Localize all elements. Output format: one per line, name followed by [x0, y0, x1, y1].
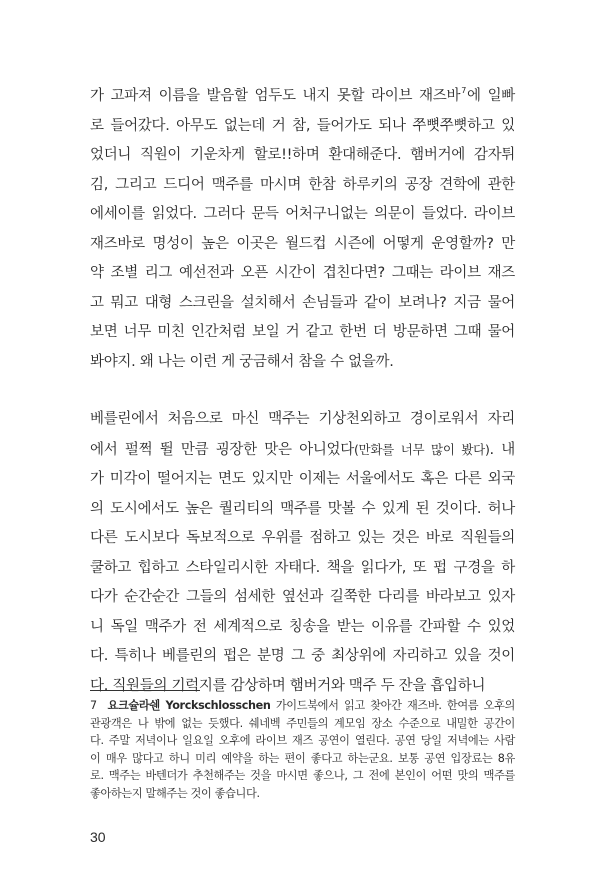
- text-line: 다가 순간순간 그들의 섬세한 옆선과 길쭉한 다리를 바라보고 있자: [90, 589, 515, 605]
- body-text: [90, 82, 515, 701]
- footnote-reference[interactable]: 7: [461, 86, 467, 95]
- text-line: 다. 특히나 베를린의 펍은 분명 그 중 최상위에 자리하고 있을 것이: [90, 648, 515, 664]
- text-line: 니 독일 맥주가 전 세계적으로 칭송을 받는 이유를 간파할 수 있었: [90, 618, 515, 635]
- footnote-line: 관광객은 나 밖에 없는 듯했다. 쉐네벡 주민들의 계모임 장소 수준으로 내밀한 공간이: [90, 716, 515, 730]
- footnote-line: 로. 맥주는 바텐더가 추천해주는 것을 마시면 좋으나, 그 전에 본인이 어떤 맛의 맥주를: [90, 769, 515, 783]
- footnote-divider: [90, 690, 200, 691]
- paragraph-2: [90, 405, 515, 701]
- text-line: 다른 도시보다 독보적으로 우위를 점하고 있는 것은 바로 직원들의: [90, 530, 515, 546]
- text-line: 에세이를 읽었다. 그러다 문득 어처구니없는 의문이 들었다. 라이브: [90, 206, 515, 222]
- text-line: 었더니 직원이 기운차게 할로!!하며 환대해준다. 햄버거에 감자튀: [90, 147, 515, 163]
- text-line: 약 조별 리그 예선전과 오픈 시간이 겹친다면? 그때는 라이브 재즈: [90, 265, 515, 281]
- text-line: 다. 직원들의 기럭지를 감상하며 햄버거와 맥주 두 잔을 흡입하니: [90, 677, 486, 694]
- text-line: 로 들어갔다. 아무도 없는데 거 참, 들어가도 되나 쭈뼛쭈뼛하고 있: [90, 117, 515, 134]
- text-line: 봐야지. 왜 나는 이런 게 궁금해서 참을 수 없을까.: [90, 353, 394, 370]
- text-line: 고 뭐고 대형 스크린을 설치해서 손님들과 같이 보려나? 지금 물어: [90, 294, 515, 311]
- text-line: 에서 펄쩍 뛸 만큼 굉장한 맛은 아니었다(만화를 너무 많이 봤다). 내: [90, 441, 516, 458]
- paragraph-1: [90, 82, 515, 377]
- text-line: 보면 너무 미친 인간처럼 보일 거 같고 한번 더 방문하면 그때 물어: [90, 324, 515, 340]
- aside-remark: (만화를 너무 많이 봤다): [353, 441, 490, 457]
- footnote-number: 7: [90, 699, 97, 712]
- page-number: 30: [90, 829, 106, 845]
- text-line: 의 도시에서도 높은 퀄리티의 맥주를 맛볼 수 있게 된 것이다. 허나: [90, 500, 515, 517]
- text-line: 가 미각이 떨어지는 면도 있지만 이제는 서울에서도 혹은 다른 외국: [90, 471, 515, 487]
- footnote-line: 7 요크슐라쉔 Yorckschlosschen 가이드북에서 읽고 찾아간 재즈바. 한여름 오후의: [90, 699, 515, 712]
- footnote: [90, 697, 515, 803]
- text-line: 가 고파져 이름을 발음할 엄두도 내지 못할 라이브 재즈바$^7$에 일빠: [90, 86, 516, 104]
- text-line: 쿨하고 힙하고 스타일리시한 자태다. 책을 읽다가, 또 펍 구경을 하: [90, 559, 515, 576]
- text-line: 김, 그리고 드디어 맥주를 마시며 한참 하루키의 공장 견학에 관한: [90, 176, 515, 193]
- footnote-heading: 요크슐라쉔 Yorckschlosschen: [107, 699, 271, 712]
- footnote-line: 다. 주말 저녁이나 일요일 오후에 라이브 재즈 공연이 열린다. 공연 당일 저녁에는 사람: [90, 734, 515, 748]
- footnote-line: 좋아하는지 말해주는 것이 좋습니다.: [90, 786, 260, 800]
- text-line: 베를린에서 처음으로 마신 맥주는 기상천외하고 경이로워서 자리: [90, 411, 515, 427]
- footnote-line: 이 매우 많다고 하니 미리 예약을 하는 편이 좋다고 하는군요. 보통 공연 입장료는 8유: [90, 751, 515, 765]
- text-line: 재즈바로 명성이 높은 이곳은 월드컵 시즌에 어떻게 운영할까? 만: [90, 235, 515, 252]
